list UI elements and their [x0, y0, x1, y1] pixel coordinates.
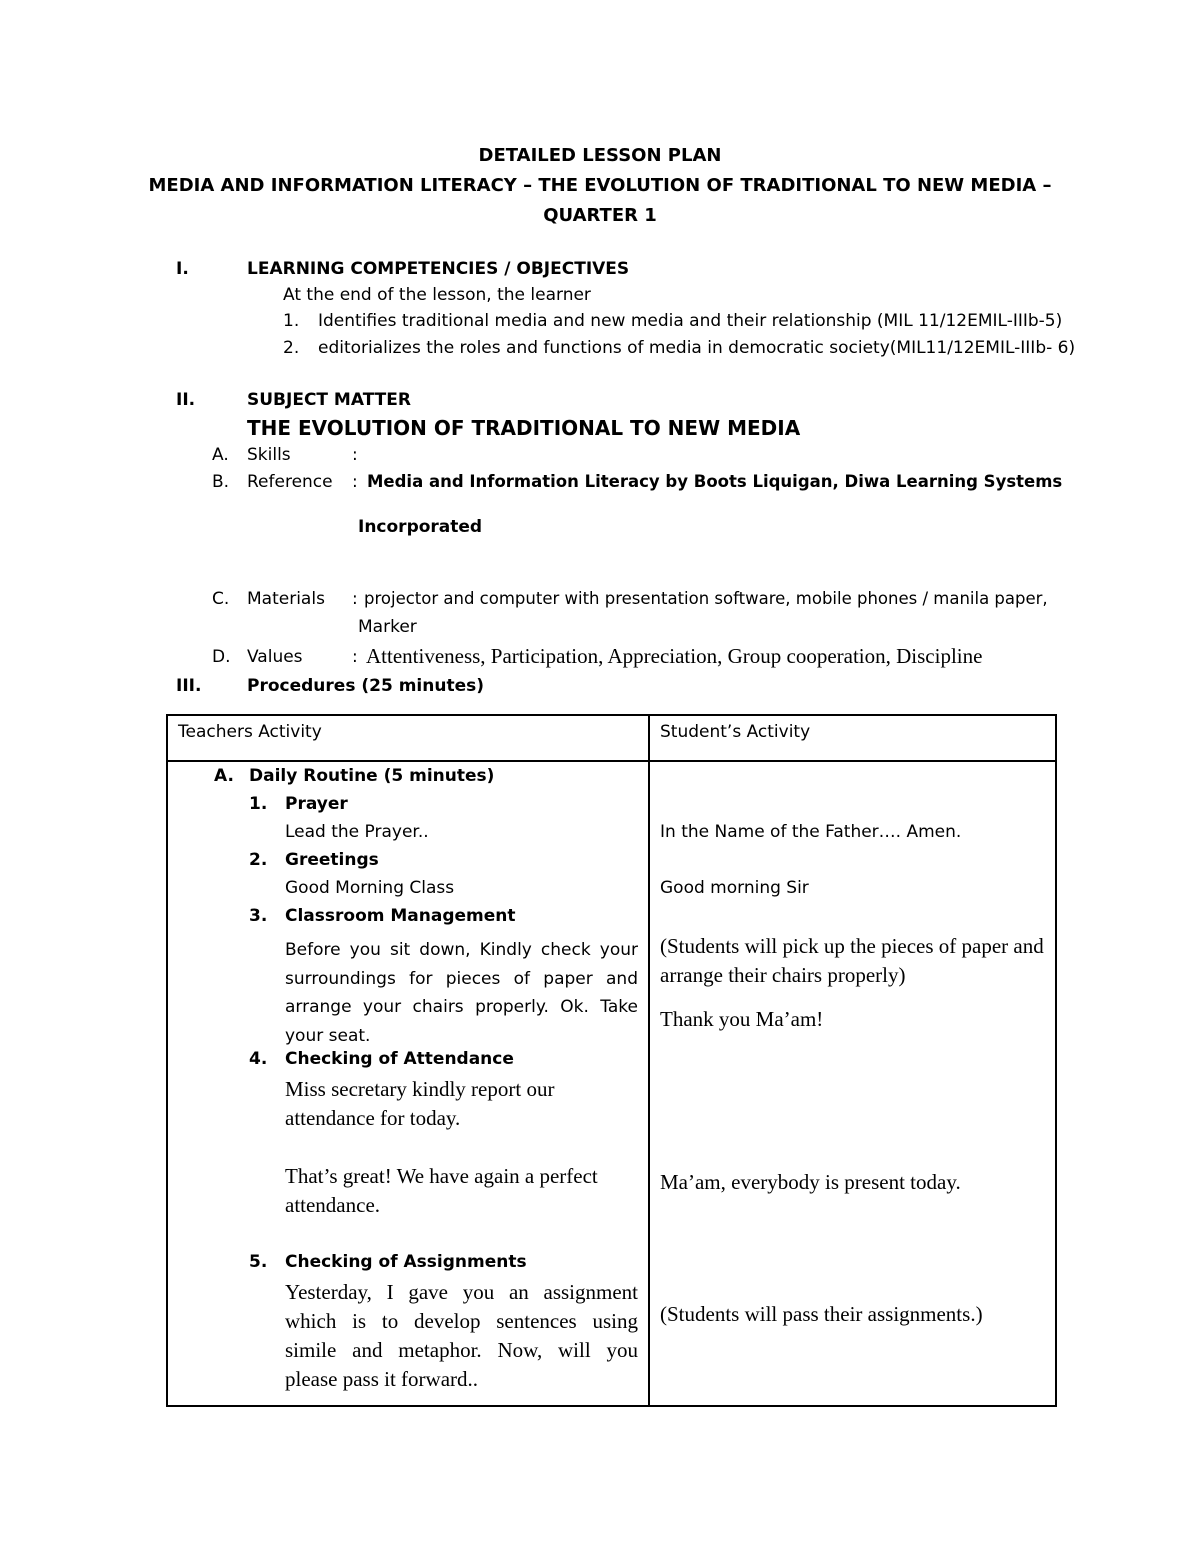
step-2-student-text: Good morning Sir [660, 878, 809, 898]
step-4-student-text: Ma’am, everybody is present today. [660, 1170, 961, 1194]
header-teachers-activity: Teachers Activity [178, 722, 322, 742]
step-4-teacher-text: Miss secretary kindly report our attendance for today. [285, 1077, 555, 1130]
item-d-letter: D. [212, 647, 231, 667]
section-1-number: I. [176, 259, 189, 279]
step-5-student-text: (Students will pass their assignments.) [660, 1302, 983, 1326]
routine-letter: A. [214, 766, 234, 786]
objective-2-text: editorializes the roles and functions of media in democratic society(MIL11/12EMIL-IIIb- 6) [318, 338, 1076, 358]
step-5-number: 5. [249, 1252, 268, 1272]
step-1-number: 1. [249, 794, 268, 814]
section-2-number: II. [176, 390, 196, 410]
routine-title: Daily Routine (5 minutes) [249, 766, 495, 786]
section-1-intro: At the end of the lesson, the learner [283, 285, 591, 305]
step-1-student-text: In the Name of the Father…. Amen. [660, 822, 962, 842]
teacher-activity-cell [167, 761, 649, 1406]
item-d-label: Values [247, 647, 303, 667]
step-1-title: Prayer [285, 794, 348, 814]
item-d-value: Attentiveness, Participation, Appreciation, Group cooperation, Discipline [366, 644, 983, 668]
procedures-table [166, 714, 1057, 1407]
item-d-separator: : [352, 647, 358, 667]
step-3-teacher-text: Before you sit down, Kindly check your surroundings for pieces of paper and arrange your chairs properly. Ok. Take your seat. [285, 940, 638, 1046]
item-a-label: Skills [247, 445, 291, 465]
step-2-number: 2. [249, 850, 268, 870]
item-c-label: Materials [247, 589, 325, 609]
objective-1-text: Identifies traditional media and new media and their relationship (MIL 11/12EMIL-IIIb-5) [318, 311, 1063, 331]
objective-2-number: 2. [283, 338, 300, 358]
step-4-number: 4. [249, 1049, 268, 1069]
title-line-2: MEDIA AND INFORMATION LITERACY – THE EVOLUTION OF TRADITIONAL TO NEW MEDIA – [148, 175, 1052, 196]
step-5-teacher-text: Yesterday, I gave you an assignment which is to develop sentences using simile and metaphor. Now, will you please pass it forward.. [285, 1280, 638, 1391]
table-header-row [167, 715, 1056, 761]
step-3-student-text: (Students will pick up the pieces of paper and arrange their chairs properly) [660, 934, 1044, 987]
item-c-letter: C. [212, 589, 230, 609]
step-3-student-reply: Thank you Ma’am! [660, 1007, 824, 1031]
header-cell-teacher [167, 715, 649, 761]
step-3-number: 3. [249, 906, 268, 926]
item-b-separator: : [352, 472, 358, 492]
subject-topic: THE EVOLUTION OF TRADITIONAL TO NEW MEDIA [247, 416, 801, 440]
item-b-letter: B. [212, 472, 230, 492]
step-4-teacher-followup: That’s great! We have again a perfect attendance. [285, 1164, 598, 1217]
section-1-heading: LEARNING COMPETENCIES / OBJECTIVES [247, 259, 630, 279]
step-2-teacher-text: Good Morning Class [285, 878, 455, 898]
table-row [167, 761, 1056, 1406]
step-3-title: Classroom Management [285, 906, 516, 926]
objective-1-number: 1. [283, 311, 300, 331]
header-students-activity: Student’s Activity [660, 722, 811, 742]
step-1-teacher-text: Lead the Prayer.. [285, 822, 429, 842]
step-2-title: Greetings [285, 850, 379, 870]
section-2-heading: SUBJECT MATTER [247, 390, 411, 410]
title-line-1: DETAILED LESSON PLAN [478, 145, 722, 166]
item-c-value-continued: Marker [358, 617, 417, 637]
item-a-separator: : [352, 445, 358, 465]
title-line-3: QUARTER 1 [543, 205, 657, 226]
section-3-number: III. [176, 676, 202, 696]
section-3-heading: Procedures (25 minutes) [247, 676, 484, 696]
item-c-separator: : [352, 589, 358, 609]
item-b-label: Reference [247, 472, 333, 492]
header-cell-student [649, 715, 1056, 761]
student-activity-cell [649, 761, 1056, 1406]
step-4-title: Checking of Attendance [285, 1049, 514, 1069]
step-5-title: Checking of Assignments [285, 1252, 527, 1272]
item-b-value-continued: Incorporated [358, 517, 483, 537]
item-b-value: Media and Information Literacy by Boots Liquigan, Diwa Learning Systems [367, 472, 1063, 491]
item-a-letter: A. [212, 445, 229, 465]
item-c-value: projector and computer with presentation software, mobile phones / manila paper, [364, 589, 1048, 608]
